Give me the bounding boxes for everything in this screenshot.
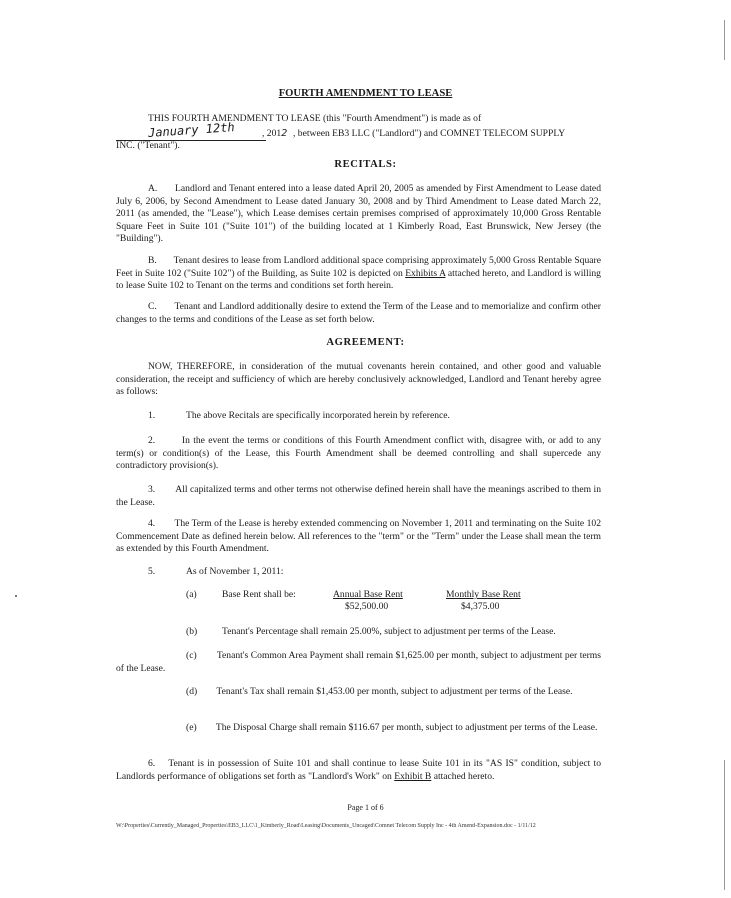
agreement-intro: NOW, THEREFORE, in consideration of the mutual covenants herein contained, and other good and valuable consideration, the receipt and sufficiency of which are hereby conclusively acknowledged, Landlord and Tenant hereby agree as follows: <box>116 361 601 398</box>
item-3-text: All capitalized terms and other terms not otherwise defined herein shall have the meanings ascribed to them in the Lease. <box>116 484 602 508</box>
recital-a-label: A. <box>148 183 158 194</box>
recitals-heading: RECITALS: <box>334 159 397 170</box>
intro-line-1: THIS FOURTH AMENDMENT TO LEASE (this "Fourth Amendment") is made as of <box>148 113 482 124</box>
exhibit-a-reference: Exhibits A <box>405 267 446 279</box>
monthly-base-rent-value: $4,375.00 <box>461 601 500 612</box>
sub-a-text: Base Rent shall be: <box>222 589 296 600</box>
intro-year <box>262 128 287 141</box>
sub-c-label: (c) <box>186 650 197 661</box>
monthly-base-rent-header: Monthly Base Rent <box>446 589 521 600</box>
item-2 <box>116 435 601 473</box>
item-1-text: The above Recitals are specifically incorporated herein by reference. <box>186 410 450 421</box>
document-title: FOURTH AMENDMENT TO LEASE <box>278 88 453 99</box>
item-3-num: 3. <box>148 484 156 495</box>
annual-base-rent-header: Annual Base Rent <box>333 589 403 600</box>
recital-a-text: Landlord and Tenant entered into a lease dated April 20, 2005 as amended by First Amendment to Lease dated July 6, 2006, by Second Amendment to Lease dated January 30, 2008 and by Third Amendment to Lease dated March 22, 2011 (as amended, the "Lease"), which Lease demises certain premises comprised of approximately 10,000 Gross Rentable Square Feet in Suite 101 ("Suite 101") of the building located at 1 Kimberly Road, East Brunswick, New Jersey (the "Building"). <box>116 183 601 245</box>
scan-speck <box>15 595 17 597</box>
sub-d-text: Tenant's Tax shall remain $1,453.00 per month, subject to adjustment per terms of the Lease. <box>216 686 573 697</box>
item-2-text: In the event the terms or conditions of this Fourth Amendment conflict with, disagree with, or add to any term(s) or condition(s) of the Lease, this Fourth Amendment shall be deemed controlling and shall supercede any contradictory provision(s). <box>116 435 602 472</box>
item-1-num: 1. <box>148 410 156 421</box>
intro-line-3: INC. ("Tenant"). <box>116 140 180 151</box>
sub-a-label: (a) <box>186 589 197 600</box>
item-5-num: 5. <box>148 566 156 577</box>
scan-edge-mark-top <box>724 20 725 60</box>
page-number: Page 1 of 6 <box>347 803 384 812</box>
handwritten-date: January 12th <box>147 119 236 141</box>
item-6-text-a: Tenant is in possession of Suite 101 and shall continue to lease Suite 101 in its "AS IS" condition, subject to Landlords performance of obligations set forth as "Landlord's Work" on <box>116 758 601 782</box>
footer-file-path: W:\Properties\Currently_Managed_Properties\EB3_LLC\1_Kimberly_Road\Leasing\Documents_Uncaged\Comnet Telecom Supply Inc - 4th Amend-Expansion.doc - 1/11/12 <box>116 823 536 829</box>
recital-c-label: C. <box>148 301 157 312</box>
sub-e-text: The Disposal Charge shall remain $116.67 per month, subject to adjustment per terms of the Lease. <box>215 722 598 733</box>
item-5-text: As of November 1, 2011: <box>186 566 284 577</box>
year-prefix: , 201 <box>262 128 282 139</box>
agreement-heading: AGREEMENT: <box>326 337 405 348</box>
item-4 <box>116 518 601 556</box>
recital-b-label: B. <box>148 255 157 266</box>
exhibit-b-reference: Exhibit B <box>394 770 432 782</box>
item-6-num: 6. <box>148 758 156 769</box>
annual-base-rent-value: $52,500.00 <box>345 601 389 612</box>
item-3 <box>116 484 601 509</box>
scan-edge-mark-bottom <box>724 760 725 890</box>
sub-d <box>116 686 601 699</box>
item-2-num: 2. <box>148 435 156 446</box>
item-4-num: 4. <box>148 518 156 529</box>
sub-b-label: (b) <box>186 626 198 637</box>
item-6 <box>116 758 601 783</box>
handwritten-year: 2 <box>281 128 288 139</box>
sub-c-text: Tenant's Common Area Payment shall remain $1,625.00 per month, subject to adjustment per terms of the Lease. <box>116 650 602 674</box>
item-6-text-b: attached hereto. <box>431 770 495 782</box>
recital-c <box>116 301 601 326</box>
sub-c <box>116 650 601 675</box>
recital-b <box>116 255 601 293</box>
item-4-text: The Term of the Lease is hereby extended commencing on November 1, 2011 and terminating on the Suite 102 Commencement Date as defined herein below. All references to the "term" or the "Term" under the Lease shall mean the term as extended by this Fourth Amendment. <box>116 518 601 555</box>
recital-a <box>116 183 601 246</box>
recital-b-text-a: Tenant desires to lease from Landlord additional space comprising approximately 5,000 Gross Rentable Square Feet in Suite 102 ("Suite 102") of the Building, as Suite 102 is depicted on <box>116 255 601 279</box>
intro-parties: , between EB3 LLC ("Landlord") and COMNET TELECOM SUPPLY <box>293 128 566 139</box>
sub-e <box>116 722 601 735</box>
sub-e-label: (e) <box>186 722 197 733</box>
sub-d-label: (d) <box>186 686 198 697</box>
recital-b-text-b: attached hereto, and Landlord is willing to lease Suite 102 to Tenant on the terms and conditions set forth herein. <box>116 267 601 292</box>
sub-b-text: Tenant's Percentage shall remain 25.00%, subject to adjustment per terms of the Lease. <box>222 626 556 637</box>
recital-c-text: Tenant and Landlord additionally desire to extend the Term of the Lease and to memorialize and confirm other changes to the terms and conditions of the Lease as set forth below. <box>116 301 602 325</box>
